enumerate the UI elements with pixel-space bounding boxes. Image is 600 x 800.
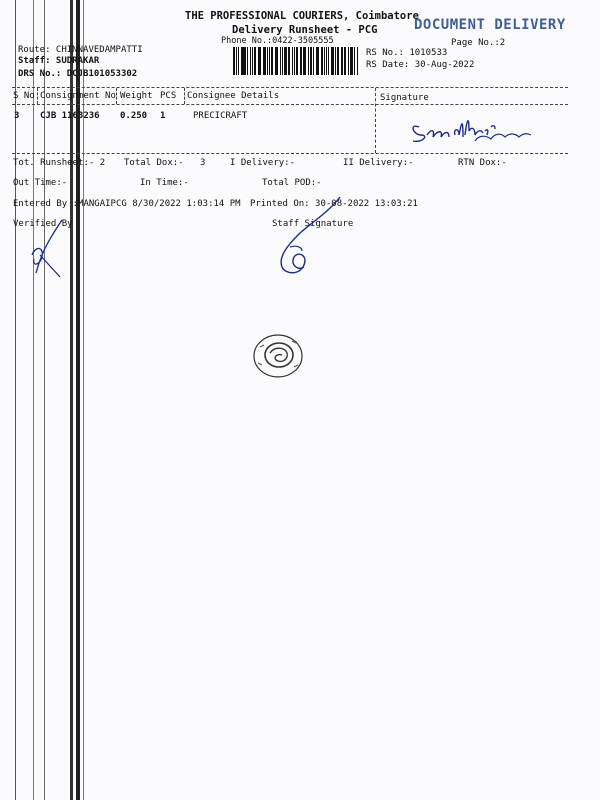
i-delivery-label: I Delivery:- (230, 158, 296, 168)
company-name: THE PROFESSIONAL COURIERS, Coimbatore (185, 10, 419, 22)
column-header-sno: S No (13, 91, 35, 101)
cell-weight: 0.250 (120, 111, 148, 121)
verified-by-signature (22, 215, 72, 280)
printed-on: Printed On: 30-08-2022 13:03:21 (250, 199, 418, 209)
page-number: Page No.:2 (451, 38, 506, 48)
column-header-consignee: Consignee Details (187, 91, 280, 101)
total-runsheet: Tot. Runsheet:- 2 (13, 158, 106, 168)
barcode (233, 47, 359, 75)
phone-number: Phone No.:0422-3505555 (221, 36, 334, 46)
table-divider (375, 88, 376, 153)
rs-number: RS No.: 1010533 (366, 48, 448, 58)
cell-sno: 3 (14, 111, 20, 121)
table-bottom-border (12, 153, 568, 154)
sheet-title: Delivery Runsheet - PCG (232, 24, 378, 36)
company-seal (252, 333, 304, 379)
table-top-border (12, 87, 568, 88)
receiver-signature (405, 105, 545, 150)
column-header-pcs: PCS (160, 91, 177, 101)
total-dox-value: 3 (200, 158, 206, 168)
route-label: Route: CHINNAVEDAMPATTI (18, 45, 143, 55)
rtn-dox-label: RTN Dox:- (458, 158, 507, 168)
scan-line (33, 0, 34, 800)
rs-date: RS Date: 30-Aug-2022 (366, 60, 475, 70)
staff-signature-label: Staff Signature (272, 219, 354, 229)
verified-by-label: Verified By (13, 219, 73, 229)
drs-number: DRS No.: DCJB101053302 (18, 69, 138, 79)
column-header-weight: Weight (120, 91, 153, 101)
out-time-label: Out Time:- (13, 178, 68, 188)
total-dox-label: Total Dox:- (124, 158, 184, 168)
staff-label: Staff: SUDRAKAR (18, 56, 100, 66)
cell-pcs: 1 (160, 111, 166, 121)
entered-by: Entered By :MANGAIPCG 8/30/2022 1:03:14 PM (13, 199, 241, 209)
ii-delivery-label: II Delivery:- (343, 158, 414, 168)
table-divider (37, 88, 38, 104)
table-divider (116, 88, 117, 104)
column-header-signature: Signature (380, 93, 429, 103)
table-divider (184, 88, 185, 104)
column-header-consignment: Consignment No (40, 91, 116, 101)
document-delivery-stamp: DOCUMENT DELIVERY (414, 17, 566, 33)
cell-consignment: CJB 1163236 (40, 111, 100, 121)
staff-signature (268, 195, 348, 280)
cell-consignee: PRECICRAFT (193, 111, 248, 121)
total-pod-label: Total POD:- (262, 178, 322, 188)
in-time-label: In Time:- (140, 178, 189, 188)
